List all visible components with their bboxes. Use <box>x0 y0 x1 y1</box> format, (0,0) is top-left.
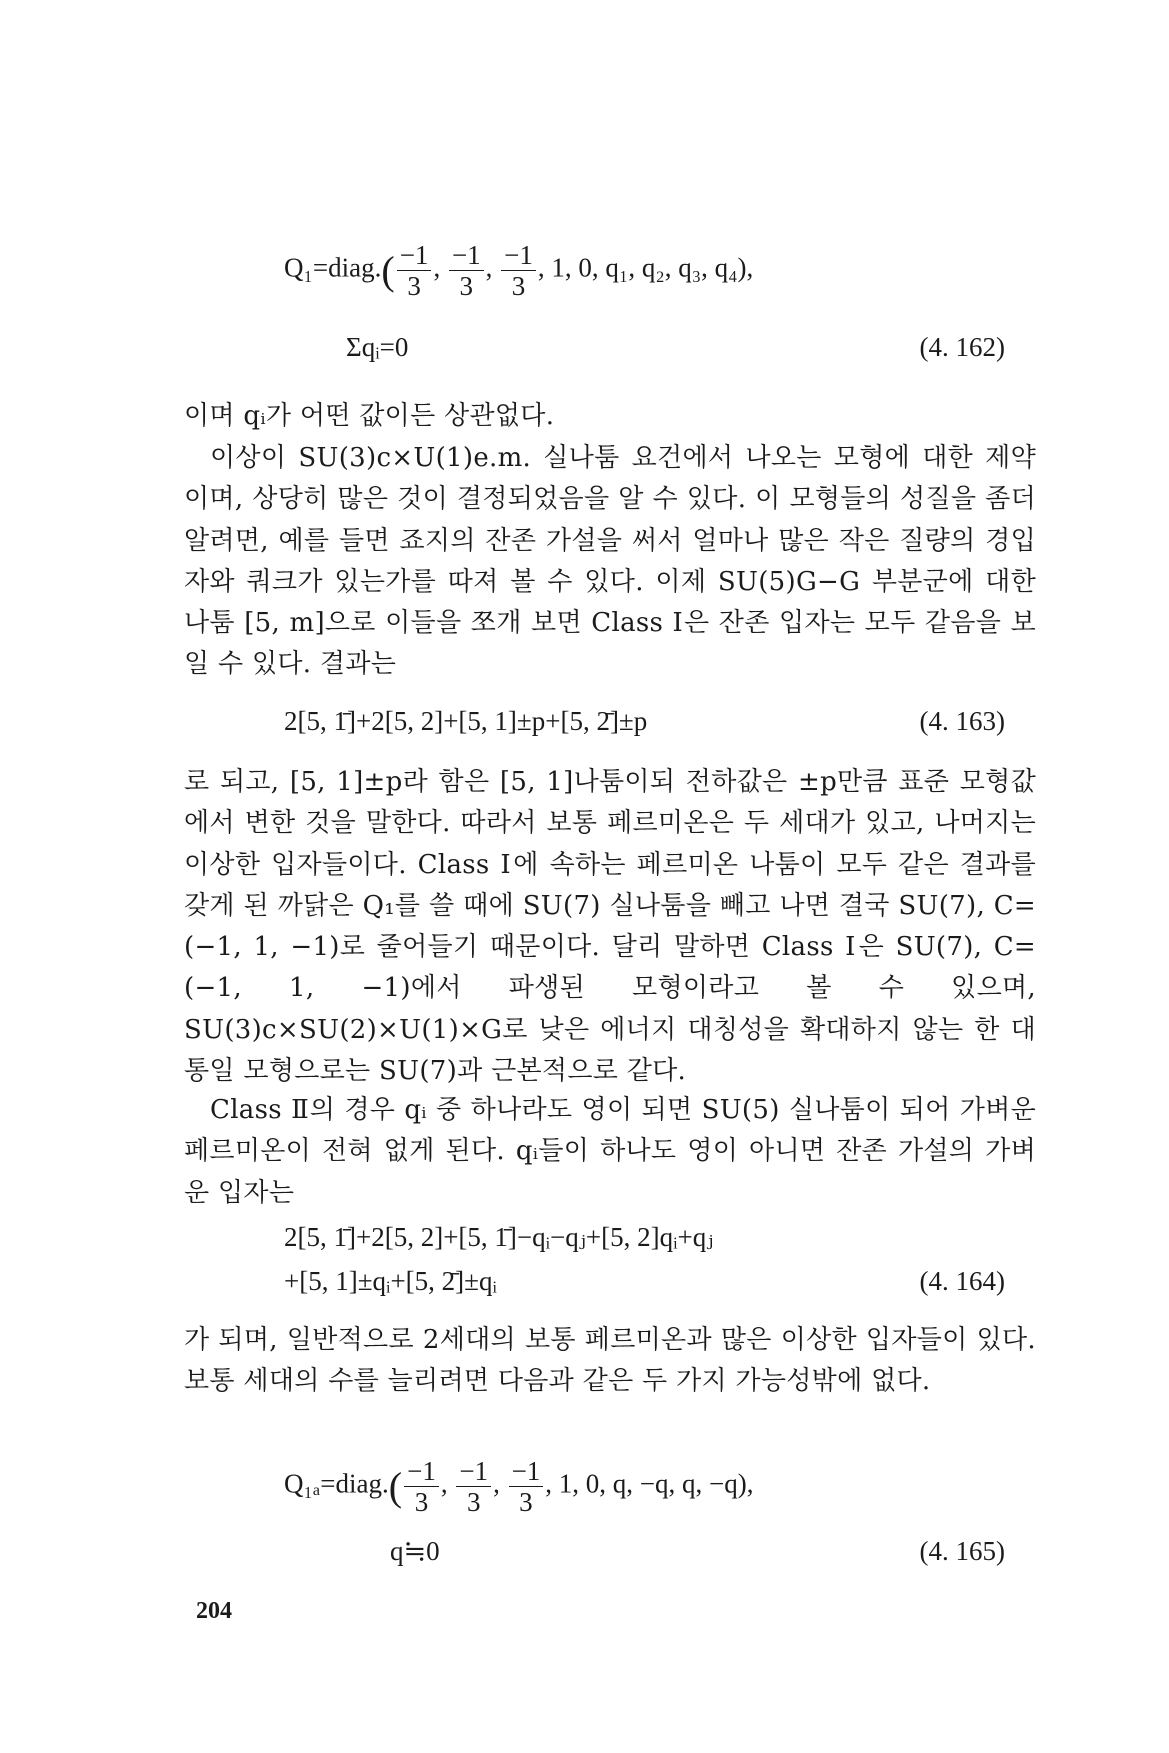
fraction: $\frac{-1}{3}$ <box>397 240 432 301</box>
equation-4-162-line2: Σqᵢ=0 <box>346 332 409 362</box>
page-number: 204 <box>196 1598 232 1624</box>
equation-4-165: Q₁ₐ=diag.( $\frac{-1}{3}$ , $\frac{-1}{3}$ , $\frac{-1}{3}$ , 1, 0, q, −q, q, −q), <box>284 1456 754 1517</box>
equation-number-4-162: (4. 162) <box>919 332 1005 362</box>
equation-4-165-line2: q≒0 <box>390 1536 440 1566</box>
eq-tail: , 1, 0, q₁, q₂, q₃, q₄), <box>537 252 754 283</box>
equation-number-4-165: (4. 165) <box>919 1536 1005 1566</box>
eq-lhs: Q₁=diag. <box>284 252 382 283</box>
fraction: $\frac{-1}{3}$ <box>501 240 536 301</box>
paragraph-1: 이며 qᵢ가 어떤 값이든 상관없다. <box>184 401 555 431</box>
fraction: $\frac{-1}{3}$ <box>404 1456 439 1517</box>
paragraph-4: Class Ⅱ의 경우 qᵢ 중 하나라도 영이 되면 SU(5) 실나툼이 되어 가벼운 페르미온이 전혀 없게 된다. qᵢ들이 하나도 영이 아니면 잔존 가설의 가벼운 입자는 <box>184 1095 1036 1208</box>
eq-tail: , 1, 0, q, −q, q, −q), <box>545 1468 754 1499</box>
paragraph-5: 가 되며, 일반적으로 2세대의 보통 페르미온과 많은 이상한 입자들이 있다. 보통 세대의 수를 늘리려면 다음과 같은 두 가지 가능성밖에 없다. <box>184 1325 1036 1397</box>
equation-number-4-164: (4. 164) <box>919 1266 1005 1296</box>
paragraph-2: 이상이 SU(3)c×U(1)e.m. 실나툼 요건에서 나오는 모형에 대한 제약이며, 상당히 많은 것이 결정되었음을 알 수 있다. 이 모형들의 성질을 좀더 알려면, 예를 들면 죠지의 잔존 가설을 써서 얼마나 많은 작은 질량의 경입자와 쿼크가 있는가를 따져 볼 수 있다. 이제 SU(5)G−G 부분군에 대한 나툼 [5, m]으로 이들을 쪼개 보면 Class Ⅰ은 잔존 입자는 모두 같음을 보일 수 있다. 결과는 <box>184 443 1036 680</box>
eq-lhs: Q₁ₐ=diag. <box>284 1468 389 1499</box>
equation-4-162: Q₁=diag.( $\frac{-1}{3}$ , $\frac{-1}{3}$ , $\frac{-1}{3}$ , 1, 0, q₁, q₂, q₃, q₄), <box>284 240 754 301</box>
fraction: $\frac{-1}{3}$ <box>509 1456 544 1517</box>
equation-4-164-line2: +[5, 1]±qᵢ+[5, 2̄]±qᵢ <box>284 1266 497 1296</box>
fraction: $\frac{-1}{3}$ <box>456 1456 491 1517</box>
equation-number-4-163: (4. 163) <box>919 706 1005 736</box>
equation-4-164-line1: 2[5, 1̄]+2[5, 2]+[5, 1̄]−qᵢ−qⱼ+[5, 2]qᵢ+qⱼ <box>284 1222 714 1252</box>
equation-4-163: 2[5, 1̄]+2[5, 2]+[5, 1]±p+[5, 2̄]±p <box>284 706 648 736</box>
paragraph-3: 로 되고, [5, 1]±p라 함은 [5, 1]나툼이되 전하값은 ±p만큼 표준 모형값에서 변한 것을 말한다. 따라서 보통 페르미온은 두 세대가 있고, 나머지는 이상한 입자들이다. Class Ⅰ에 속하는 페르미온 나툼이 모두 같은 결과를 갖게 된 까닭은 Q₁를 쓸 때에 SU(7) 실나툼을 빼고 나면 결국 SU(7), C=(−1, 1, −1)로 줄어들기 때문이다. 달리 말하면 Class Ⅰ은 SU(7), C=(−1, 1, −1)에서 파생된 모형이라고 볼 수 있으며, SU(3)c×SU(2)×U(1)×G로 낮은 에너지 대칭성을 확대하지 않는 한 대통일 모형으로는 SU(7)과 근본적으로 같다. <box>184 767 1036 1087</box>
fraction: $\frac{-1}{3}$ <box>449 240 484 301</box>
